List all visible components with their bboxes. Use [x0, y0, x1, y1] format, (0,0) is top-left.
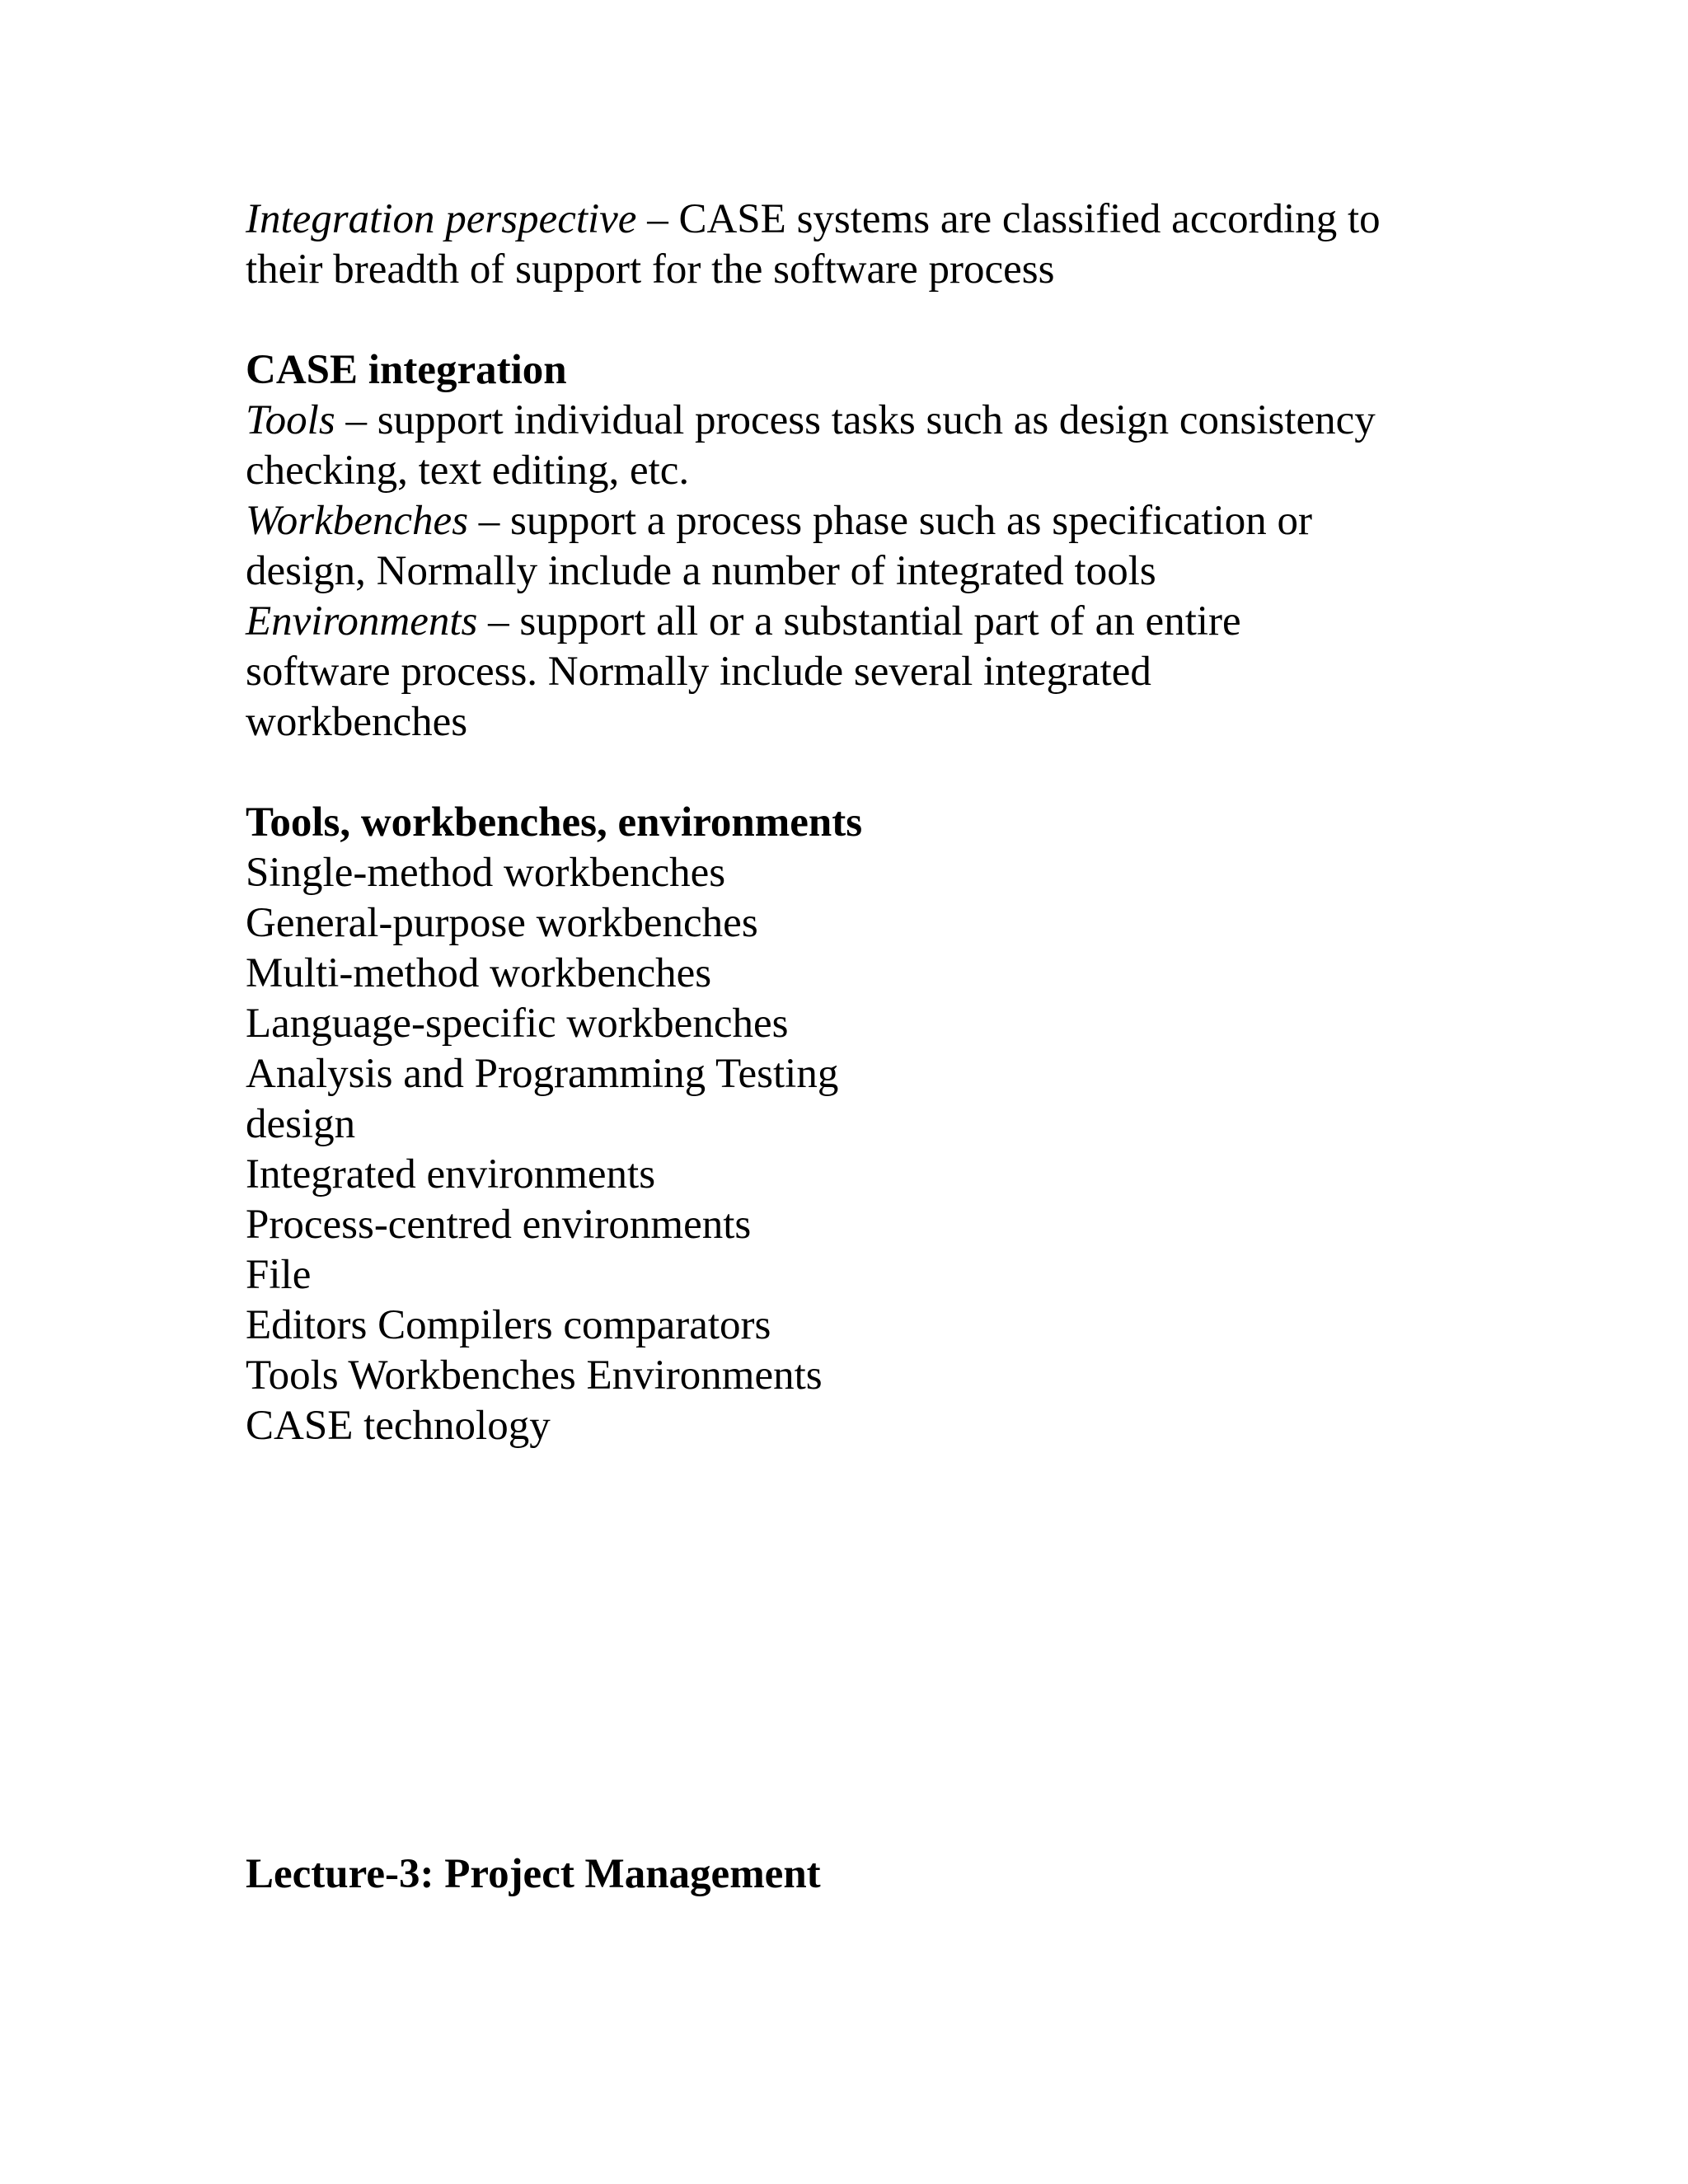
spacer — [246, 748, 1449, 798]
intro-text-1: CASE systems are classified according to — [678, 196, 1381, 242]
workbenches-text-1: support a process phase such as specification or — [510, 498, 1313, 544]
list-item: Editors Compilers comparators — [246, 1302, 771, 1348]
environments-line-2: software process. Normally include several integrated — [246, 649, 1151, 695]
list-item: Single-method workbenches — [246, 850, 726, 896]
list-item: Multi-method workbenches — [246, 950, 712, 996]
intro-separator: – — [636, 196, 679, 242]
list-item: Process-centred environments — [246, 1202, 752, 1248]
environments-text-1: support all or a substantial part of an entire — [519, 598, 1241, 644]
page-body — [246, 194, 1449, 1451]
tools-section-heading: Tools, workbenches, environments — [246, 799, 863, 846]
tools-line-2: checking, text editing, etc. — [246, 448, 690, 494]
list-item: Tools Workbenches Environments — [246, 1352, 823, 1399]
list-item: CASE technology — [246, 1403, 551, 1449]
workbenches-line-2: design, Normally include a number of integrated tools — [246, 548, 1156, 594]
intro-term: Integration perspective — [246, 196, 637, 242]
list-item: File — [246, 1252, 312, 1298]
tools-text-1: support individual process tasks such as design consistency — [377, 397, 1376, 443]
tools-separator: – — [335, 397, 377, 443]
lecture-heading: Lecture-3: Project Management — [246, 1851, 821, 1897]
list-item: Integrated environments — [246, 1151, 656, 1197]
tools-term: Tools — [246, 397, 335, 443]
intro-line-2: their breadth of support for the software process — [246, 246, 1055, 293]
intro-line-1 — [246, 194, 1449, 245]
environments-line-1 — [246, 597, 1449, 647]
list-item: General-purpose workbenches — [246, 900, 758, 946]
workbenches-separator: – — [468, 498, 511, 544]
list-item: Language-specific workbenches — [246, 1001, 789, 1047]
tools-line-1 — [246, 396, 1449, 446]
environments-separator: – — [477, 598, 520, 644]
spacer — [246, 295, 1449, 345]
environments-line-3: workbenches — [246, 699, 468, 745]
list-item: design — [246, 1101, 356, 1147]
case-integration-heading: CASE integration — [246, 347, 567, 393]
list-item: Analysis and Programming Testing — [246, 1051, 839, 1097]
workbenches-term: Workbenches — [246, 498, 469, 544]
environments-term: Environments — [246, 598, 478, 644]
workbenches-line-1 — [246, 496, 1449, 546]
